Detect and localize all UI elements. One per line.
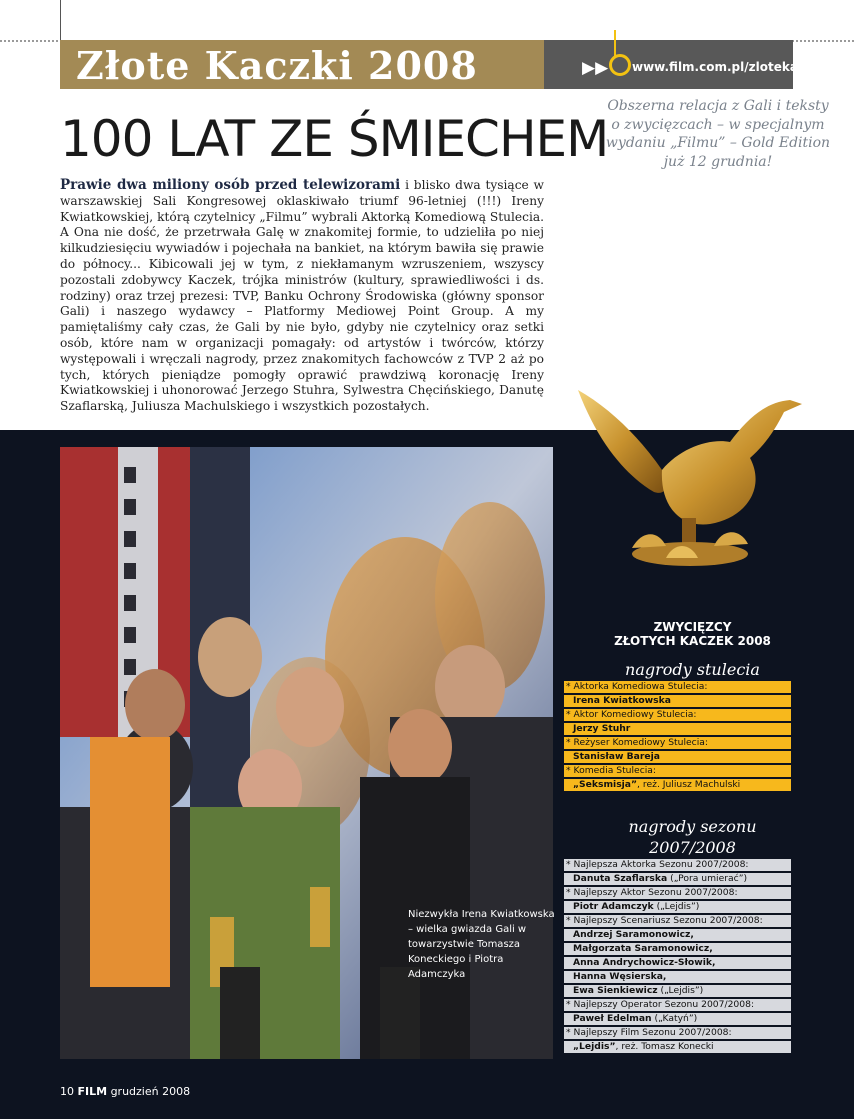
season-category: * Najlepszy Film Sezonu 2007/2008:: [564, 1027, 791, 1039]
season-category: * Najlepsza Aktorka Sezonu 2007/2008:: [564, 859, 791, 871]
winner-note: , reż. Juliusz Machulski: [637, 779, 741, 790]
winner-name: Stanisław Bareja: [573, 751, 660, 762]
winner-name: Irena Kwiatkowska: [573, 695, 671, 706]
century-category: * Aktorka Komediowa Stulecia:: [564, 681, 791, 693]
winner-note: („Lejdis”): [657, 985, 704, 996]
winner-name: Piotr Adamczyk: [573, 901, 654, 912]
winner-name: Paweł Edelman: [573, 1013, 652, 1024]
season-category: * Najlepszy Scenariusz Sezonu 2007/2008:: [564, 915, 791, 927]
season-winner: [564, 957, 791, 969]
winner-note: („Lejdis”): [653, 901, 700, 912]
top-rule: [60, 0, 61, 40]
winners-title-line2: ZŁOTYCH KACZEK 2008: [614, 634, 771, 648]
season-heading-line2: 2007/2008: [649, 838, 736, 857]
winner-name: Danuta Szaflarska: [573, 873, 668, 884]
article-lead: Prawie dwa miliony osób przed telewizorami: [60, 177, 401, 193]
century-category: * Aktor Komediowy Stulecia:: [564, 709, 791, 721]
issue-date: grudzień 2008: [110, 1085, 191, 1098]
double-arrow-icon: ▶▶: [582, 58, 609, 78]
season-category: * Najlepszy Aktor Sezonu 2007/2008:: [564, 887, 791, 899]
golden-duck-trophy-image: [570, 378, 810, 578]
winner-name: Hanna Węsierska,: [573, 971, 667, 982]
season-heading-line1: nagrody sezonu: [628, 817, 757, 836]
century-winner: [564, 751, 791, 763]
photo-caption: Niezwykła Irena Kwiatkowska – wielka gwiazda Gali w towarzystwie Tomasza Koneckiego i Piotra Adamczyka: [408, 909, 555, 980]
article-headline: 100 LAT ZE ŚMIECHEM: [60, 110, 609, 168]
page-number: 10: [60, 1085, 74, 1098]
winners-title: [580, 620, 805, 648]
winner-name: Ewa Sienkiewicz: [573, 985, 658, 996]
season-category: * Najlepszy Operator Sezonu 2007/2008:: [564, 999, 791, 1011]
page-footer: [60, 1085, 190, 1099]
century-category: * Reżyser Komediowy Stulecia:: [564, 737, 791, 749]
winner-note: („Katyń”): [651, 1013, 698, 1024]
winner-note: , reż. Tomasz Konecki: [615, 1041, 714, 1052]
century-winner: [564, 723, 791, 735]
season-awards-heading: [580, 816, 805, 858]
winner-name: „Lejdis”: [573, 1041, 616, 1052]
century-category: * Komedia Stulecia:: [564, 765, 791, 777]
season-winner: [564, 943, 791, 955]
side-note: Obszerna relacja z Gali i teksty o zwycięzcach – w specjalnym wydaniu „Filmu” – Gold Edition już 12 grudnia!: [605, 98, 831, 170]
century-winner: [564, 779, 791, 791]
winner-name: Jerzy Stuhr: [573, 723, 631, 734]
season-winner: [564, 901, 791, 913]
winners-title-line1: ZWYCIĘZCY: [653, 620, 732, 634]
winner-note: („Pora umierać”): [667, 873, 748, 884]
season-winner: [564, 929, 791, 941]
winner-name: Anna Andrychowicz-Słowik,: [573, 957, 716, 968]
mouse-icon: [609, 54, 631, 76]
season-winner: [564, 971, 791, 983]
season-winner: [564, 873, 791, 885]
winner-name: „Seksmisja”: [573, 779, 638, 790]
article-body-text: i blisko dwa tysiące w warszawskiej Sali Kongresowej oklaskiwało triumf 96-letniej (!!!) Ireny Kwiatkowskiej, którą czytelnicy „Filmu” wybrali Aktorką Komediową Stulecia. A Ona nie dość, że przetrwała Galę w znakomitej formie, to udzieliła po niej kilkudziesięciu wywiadów i pojechała na bankiet, na którym bawiła się prawie do północy... Kibicowali jej w tym, z niekłamanym wzruszeniem, wszyscy pozostali zdobywcy Kaczek, trójka ministrów (kultury, sprawiedliwości i ds. rodziny) oraz trzej prezesi: TVP, Banku Ochrony Środowiska (główny sponsor Gali) i naszego wydawcy – Platformy Mediowej Point Group. A my pamiętaliśmy cały czas, że Gali by nie było, gdyby nie czytelnicy oraz setki osób, które nam w organizacji pomagały: od artystów i twórców, którzy występowali i wręczali nagrody, przez znakomitych fachowców z TVP 2 aż po tych, których pieniądze pomogły oprawić prawdziwą koronację Ireny Kwiatkowskiej i uhonorować Jerzego Stuhra, Sylwestra Chęcińskiego, Danutę Szaflarską, Juliusza Machulskiego i wszystkich pozostałych.: [60, 178, 544, 414]
winner-name: Małgorzata Saramonowicz,: [573, 943, 713, 954]
website-link[interactable]: www.film.com.pl/zlotekaczki: [632, 60, 825, 74]
season-winner: [564, 1013, 791, 1025]
season-winner: [564, 985, 791, 997]
century-winner: [564, 695, 791, 707]
article-body: [60, 178, 544, 415]
season-winner: [564, 1041, 791, 1053]
winner-name: Andrzej Saramonowicz,: [573, 929, 694, 940]
duck-logo-stem: [614, 30, 616, 56]
magazine-name: FILM: [77, 1085, 108, 1098]
century-awards-heading: nagrody stulecia: [625, 660, 760, 679]
section-title: Złote Kaczki 2008: [76, 43, 478, 88]
